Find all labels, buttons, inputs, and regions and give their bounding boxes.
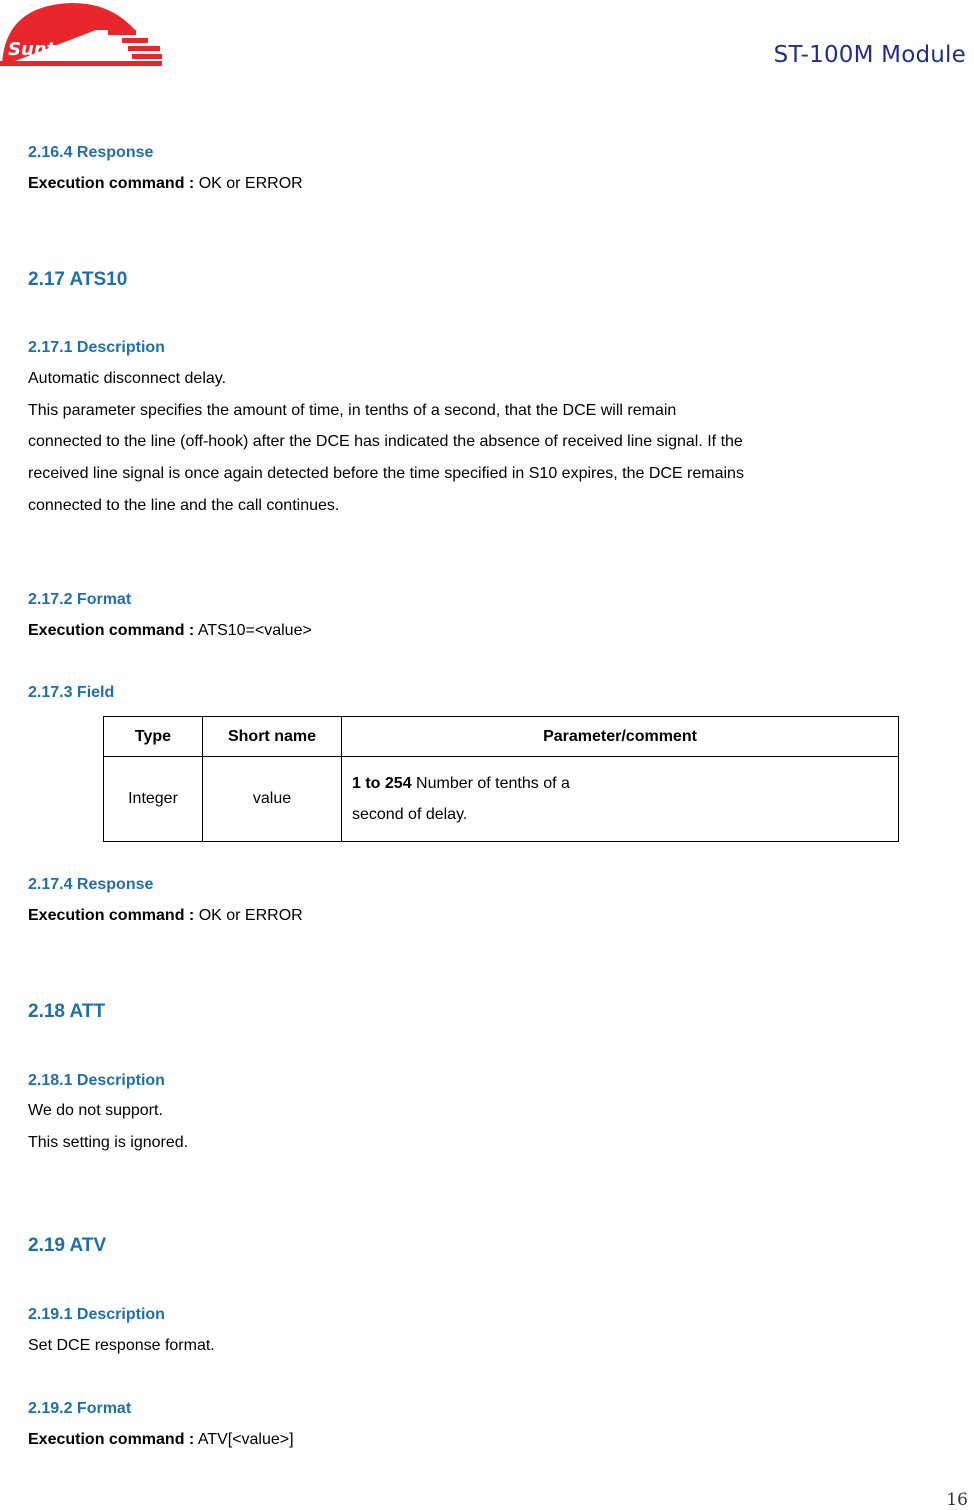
cell-type: Integer [104,757,203,842]
cmd-label: Execution command : [28,175,195,192]
desc-line: Set DCE response format. [28,1337,215,1354]
heading-2-17-2: 2.17.2 Format [28,591,132,608]
comment-text: Number of tenths of a [411,775,570,792]
suntech-logo [0,0,164,70]
cell-short-name: value [203,757,342,842]
comment-text-2: second of delay. [352,806,468,823]
desc-line: We do not support. [28,1102,163,1119]
heading-2-17-1: 2.17.1 Description [28,339,165,356]
format-2-17-2 [28,622,312,640]
cmd-value: OK or ERROR [194,175,303,192]
response-2-16-4 [28,175,303,193]
cmd-value: OK or ERROR [194,907,303,924]
heading-2-16-4: 2.16.4 Response [28,144,154,161]
heading-2-17-3: 2.17.3 Field [28,684,115,701]
desc-line: This setting is ignored. [28,1134,189,1151]
field-table [103,716,899,842]
module-title: ST-100M Module [773,42,966,68]
header-parameter-comment: Parameter/comment [342,717,899,757]
cmd-label: Execution command : [28,1431,195,1448]
cmd-label: Execution command : [28,907,195,924]
header-type: Type [104,717,203,757]
desc-line: connected to the line (off-hook) after the DCE has indicated the absence of received line signal. If the [28,433,743,450]
heading-2-18: 2.18 ATT [28,1001,106,1022]
logo-text: Suntech [8,39,91,60]
header-short-name: Short name [203,717,342,757]
heading-2-19-2: 2.19.2 Format [28,1400,132,1417]
table-row [104,757,899,842]
cmd-value: ATV[<value>] [194,1431,294,1448]
table-header-row [104,717,899,757]
heading-2-19: 2.19 ATV [28,1235,107,1256]
heading-2-17-4: 2.17.4 Response [28,876,154,893]
desc-line: received line signal is once again detected before the time specified in S10 expires, the DCE remains [28,465,744,482]
response-2-17-4 [28,907,303,925]
heading-2-18-1: 2.18.1 Description [28,1072,165,1089]
heading-2-19-1: 2.19.1 Description [28,1306,165,1323]
cmd-label: Execution command : [28,622,195,639]
heading-2-17: 2.17 ATS10 [28,269,128,290]
comment-range: 1 to 254 [352,775,412,792]
desc-line: Automatic disconnect delay. [28,370,227,387]
page-number: 16 [946,1490,968,1510]
cell-comment [342,757,899,842]
format-2-19-2 [28,1431,294,1449]
cmd-value: ATS10=<value> [194,622,312,639]
desc-line: This parameter specifies the amount of time, in tenths of a second, that the DCE will remain [28,402,677,419]
desc-line: connected to the line and the call continues. [28,497,340,514]
